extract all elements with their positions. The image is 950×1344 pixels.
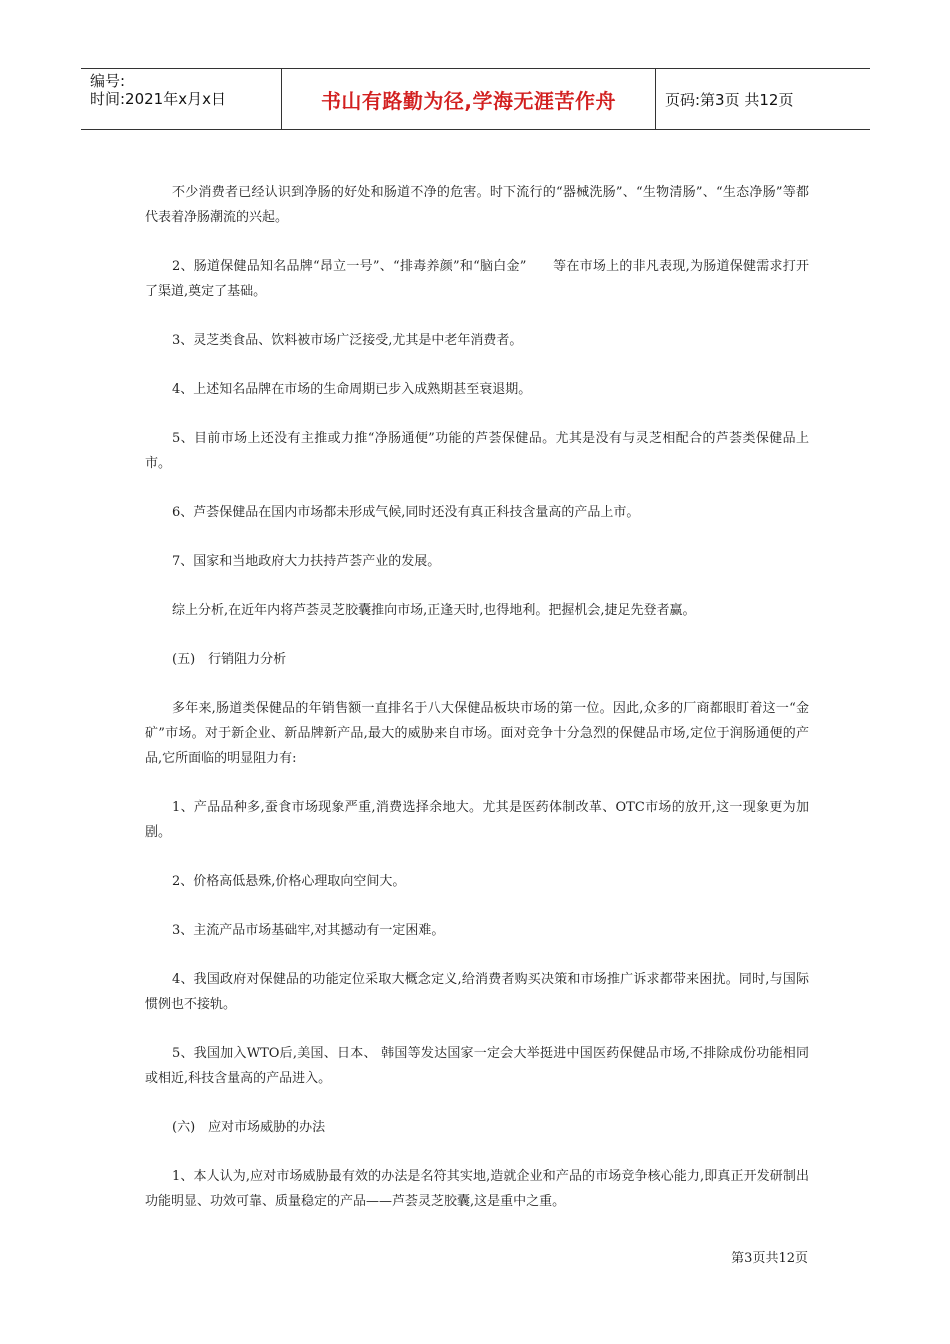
section-heading: (六) 应对市场威胁的办法 [172, 1120, 326, 1135]
paragraph: 4、上述知名品牌在市场的生命周期已步入成熟期甚至衰退期。 [172, 382, 532, 397]
paragraph: 不少消费者已经认识到净肠的好处和肠道不净的危害。时下流行的“器械洗肠”、“生物清肠”、“生态净肠”等都代表着净肠潮流的兴起。 [145, 185, 809, 225]
page-header [81, 68, 870, 130]
paragraph: 3、灵芝类食品、饮料被市场广泛接受,尤其是中老年消费者。 [172, 333, 523, 348]
document-number-label: 编号: [90, 72, 126, 90]
document-time-label: 时间:2021年x月x日 [90, 90, 226, 108]
paragraph: 1、本人认为,应对市场威胁最有效的办法是名符其实地,造就企业和产品的市场竞争核心能力,即真正开发研制出功能明显、功效可靠、质量稳定的产品——芦荟灵芝胶囊,这是重中之重。 [145, 1169, 809, 1209]
paragraph: 2、价格高低悬殊,价格心理取向空间大。 [172, 874, 406, 889]
paragraph: 5、目前市场上还没有主推或力推“净肠通便”功能的芦荟保健品。尤其是没有与灵芝相配合的芦荟类保健品上市。 [145, 431, 809, 471]
header-page-info: 页码:第3页 共12页 [665, 90, 794, 109]
paragraph: 5、我国加入WTO后,美国、日本、 韩国等发达国家一定会大举挺进中国医药保健品市场,不排除成份功能相同或相近,科技含量高的产品进入。 [145, 1046, 809, 1086]
header-meta-cell [81, 69, 282, 129]
paragraph: 6、芦荟保健品在国内市场都未形成气候,同时还没有真正科技含量高的产品上市。 [172, 505, 640, 520]
paragraph: 3、主流产品市场基础牢,对其撼动有一定困难。 [172, 923, 445, 938]
paragraph: 2、肠道保健品知名品牌“昂立一号”、“排毒养颜”和“脑白金” 等在市场上的非凡表现,为肠道保健需求打开了渠道,奠定了基础。 [145, 259, 809, 299]
paragraph: 7、国家和当地政府大力扶持芦荟产业的发展。 [172, 554, 441, 569]
paragraph: 多年来,肠道类保健品的年销售额一直排名于八大保健品板块市场的第一位。因此,众多的厂商都眼盯着这一“金矿”市场。对于新企业、新品牌新产品,最大的威胁来自市场。面对竞争十分急烈的保健品市场,定位于润肠通便的产品,它所面临的明显阻力有: [145, 701, 809, 766]
paragraph: 综上分析,在近年内将芦荟灵芝胶囊推向市场,正逢天时,也得地利。把握机会,捷足先登者赢。 [172, 603, 696, 618]
paragraph: 1、产品品种多,蚕食市场现象严重,消费选择余地大。尤其是医药体制改革、OTC市场的放开,这一现象更为加剧。 [145, 800, 809, 840]
header-motto: 书山有路勤为径,学海无涯苦作舟 [282, 69, 656, 129]
section-heading: (五) 行销阻力分析 [172, 652, 287, 667]
paragraph: 4、我国政府对保健品的功能定位采取大概念定义,给消费者购买决策和市场推广诉求都带来困扰。同时,与国际惯例也不接轨。 [145, 972, 809, 1012]
page-footer: 第3页共12页 [731, 1251, 808, 1266]
document-body [145, 180, 809, 1214]
